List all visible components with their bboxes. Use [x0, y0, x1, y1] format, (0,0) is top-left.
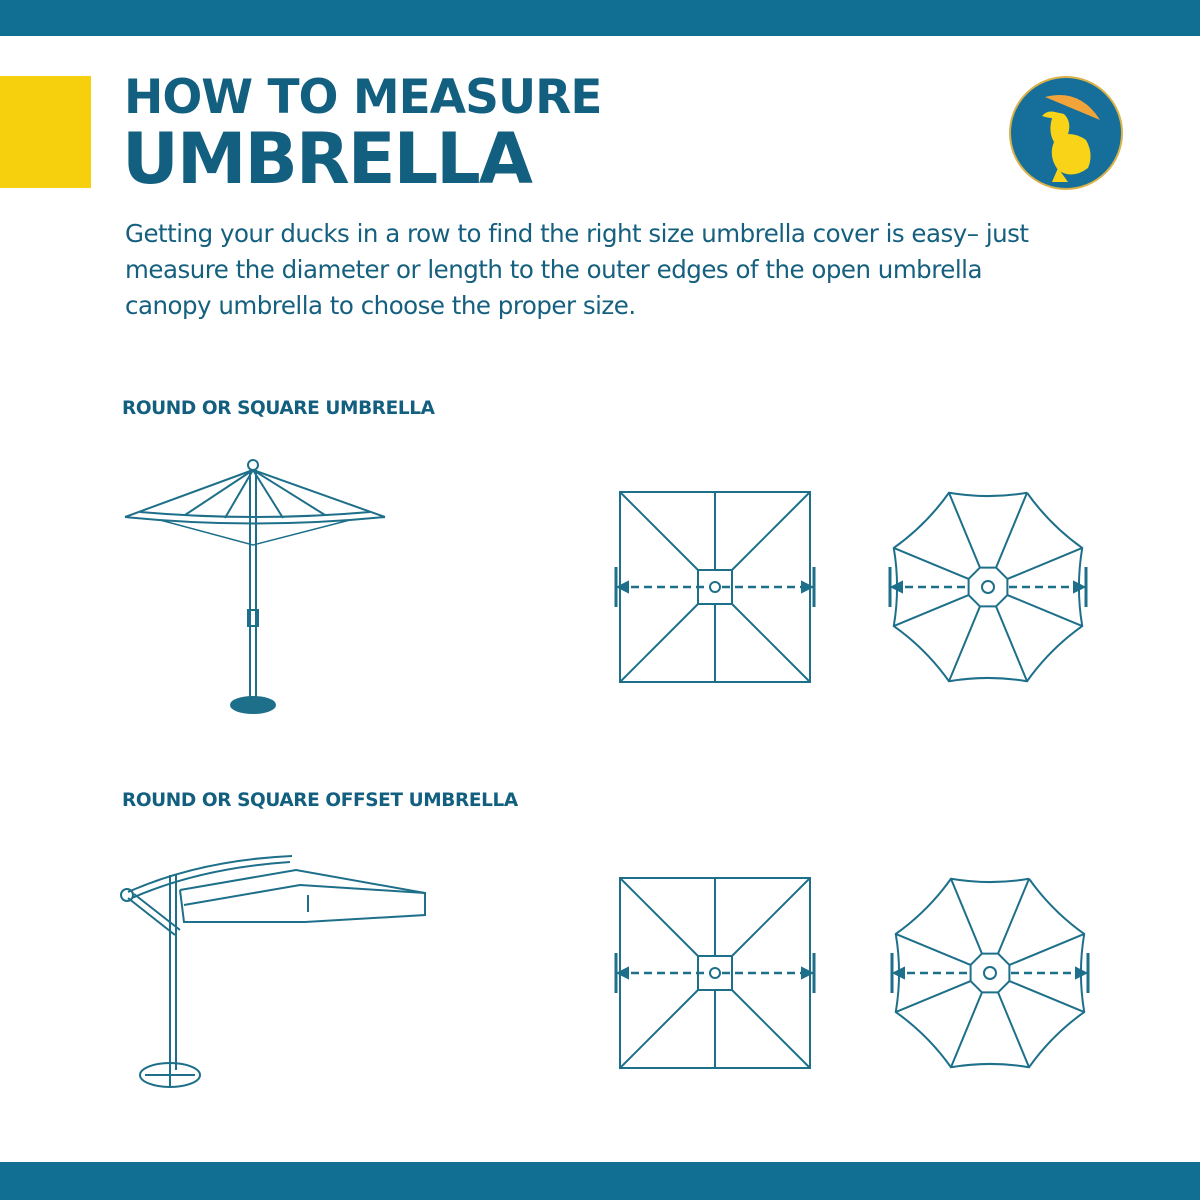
square-top-view-standard [616, 492, 814, 682]
arrow-right-icon [1074, 582, 1084, 592]
round-top-view-offset [892, 879, 1088, 1067]
standard-umbrella-side-view [125, 460, 385, 713]
title-line-2: UMBRELLA [122, 118, 531, 200]
section-title-offset: ROUND OR SQUARE OFFSET UMBRELLA [122, 790, 518, 811]
arrow-left-icon [894, 968, 904, 978]
square-top-view-offset [616, 878, 814, 1068]
section-title-standard: ROUND OR SQUARE UMBRELLA [122, 398, 435, 419]
arrow-left-icon [892, 582, 902, 592]
title-line-1: HOW TO MEASURE [124, 70, 602, 125]
intro-text: Getting your ducks in a row to find the right size umbrella cover is easy– just measure the diameter or length to the outer edges of the open umbrella canopy umbrella to choose the proper size. [125, 219, 1029, 320]
arrow-right-icon [1076, 968, 1086, 978]
round-top-view-standard [890, 493, 1086, 681]
duck-with-umbrella-icon [1010, 77, 1122, 189]
offset-umbrella-side-view [121, 856, 425, 1087]
